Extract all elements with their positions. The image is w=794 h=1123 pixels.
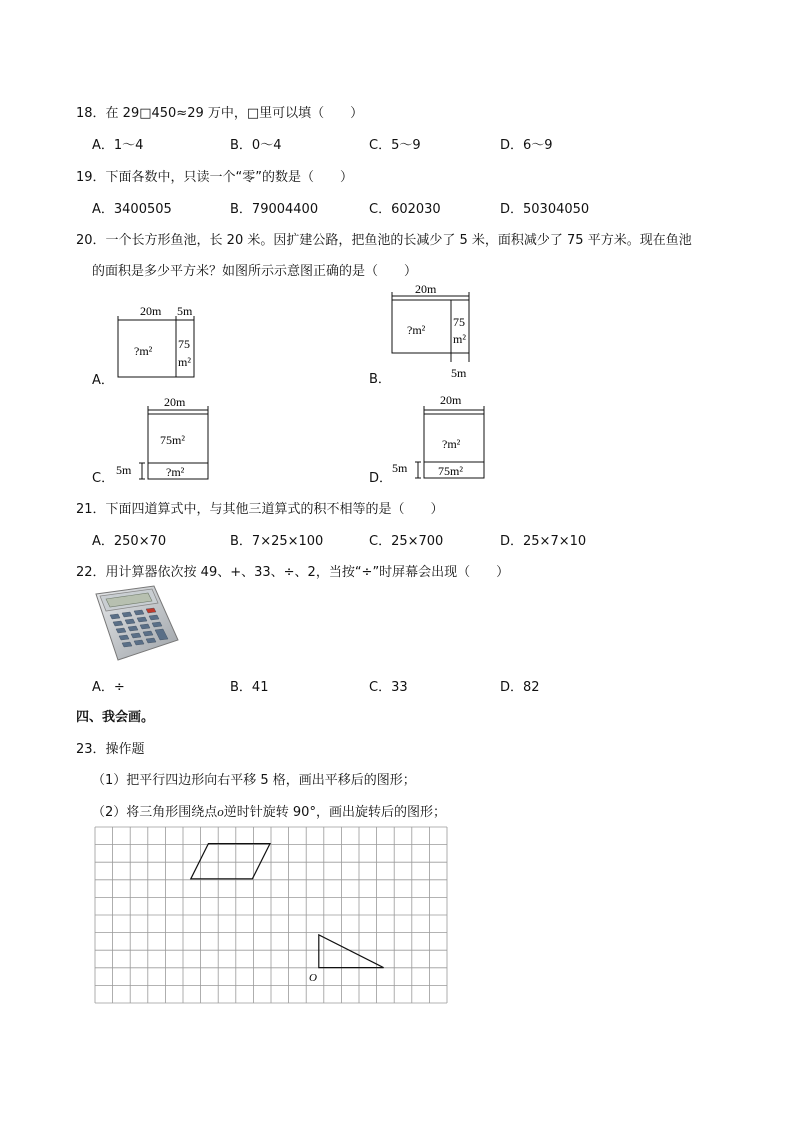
question-19-stem: 19．下面各数中，只读一个“零”的数是（ ）	[76, 170, 354, 185]
q21-option-a: A．250×70	[92, 534, 167, 549]
diag-a-75: 75	[178, 337, 190, 351]
q20-option-c-label: C．	[92, 471, 115, 486]
diag-c-unknown: ?m²	[166, 465, 185, 479]
q21-option-d: D．25×7×10	[500, 534, 587, 549]
q18-option-d: D．6～9	[500, 138, 553, 153]
q19-option-a: A．3400505	[92, 202, 172, 217]
q22-option-c: C．33	[369, 680, 408, 695]
q22-option-a: A．÷	[92, 680, 125, 695]
calculator-image	[92, 584, 182, 664]
q20-diagram-b	[385, 282, 485, 382]
diag-a-m2: m²	[178, 355, 191, 369]
question-23-stem: 23．操作题	[76, 742, 145, 757]
q18-option-a: A．1～4	[92, 138, 144, 153]
diag-c-75m2: 75m²	[160, 433, 185, 447]
question-23-part1: （1）把平行四边形向右平移 5 格，画出平移后的图形；	[92, 773, 416, 788]
diag-b-20m: 20m	[415, 282, 437, 296]
diag-b-75: 75	[453, 315, 465, 329]
drawing-grid	[94, 826, 450, 1008]
diag-b-m2: m²	[453, 332, 466, 346]
diag-b-5m: 5m	[451, 366, 467, 380]
part2-prefix: （2）将三角形围绕点	[92, 805, 218, 820]
diag-b-unknown: ?m²	[407, 323, 426, 337]
q18-option-c: C．5～9	[369, 138, 421, 153]
diag-a-unknown: ?m²	[134, 344, 153, 358]
point-o-label: O	[309, 972, 317, 984]
question-20-stem-line2: 的面积是多少平方米？如图所示示意图正确的是（ ）	[92, 264, 418, 279]
q20-option-d-label: D．	[369, 471, 393, 486]
q19-option-c: C．602030	[369, 202, 441, 217]
q20-diagram-c	[112, 392, 222, 482]
question-20-stem-line1: 20．一个长方形鱼池，长 20 米。因扩建公路，把鱼池的长减少了 5 米，面积减少了 75 平方米。现在鱼池	[76, 233, 692, 248]
part2-point: o	[217, 804, 224, 819]
q21-option-c: C．25×700	[369, 534, 444, 549]
q21-option-b: B．7×25×100	[230, 534, 324, 549]
grid-lines	[95, 827, 447, 1003]
question-18-stem: 18．在 29□450≈29 万中，□里可以填（ ）	[76, 106, 364, 121]
diag-a-20m: 20m	[140, 304, 162, 318]
part2-suffix: 逆时针旋转 90°，画出旋转后的图形；	[223, 805, 446, 820]
q19-option-b: B．79004400	[230, 202, 319, 217]
diag-d-5m: 5m	[392, 461, 408, 475]
q20-diagram-a	[110, 300, 210, 382]
diag-a-5m: 5m	[177, 304, 193, 318]
question-21-stem: 21．下面四道算式中，与其他三道算式的积不相等的是（ ）	[76, 502, 444, 517]
triangle-shape	[319, 935, 384, 968]
q20-option-a-label: A．	[92, 373, 114, 388]
parallelogram-shape	[191, 844, 270, 879]
section-4-title: 四、我会画。	[76, 710, 155, 725]
q19-option-d: D．50304050	[500, 202, 590, 217]
question-22-stem: 22．用计算器依次按 49、+、33、÷、2，当按“÷”时屏幕会出现（ ）	[76, 565, 510, 580]
diag-d-75m2: 75m²	[438, 464, 463, 478]
q18-option-b: B．0～4	[230, 138, 282, 153]
diag-d-unknown: ?m²	[442, 437, 461, 451]
diag-c-20m: 20m	[164, 395, 186, 409]
question-23-part2	[92, 801, 446, 820]
q22-option-b: B．41	[230, 680, 269, 695]
q22-option-d: D．82	[500, 680, 540, 695]
diag-c-5m: 5m	[116, 463, 132, 477]
q20-option-b-label: B．	[369, 372, 391, 387]
q20-diagram-d	[388, 390, 498, 482]
diag-d-20m: 20m	[440, 393, 462, 407]
